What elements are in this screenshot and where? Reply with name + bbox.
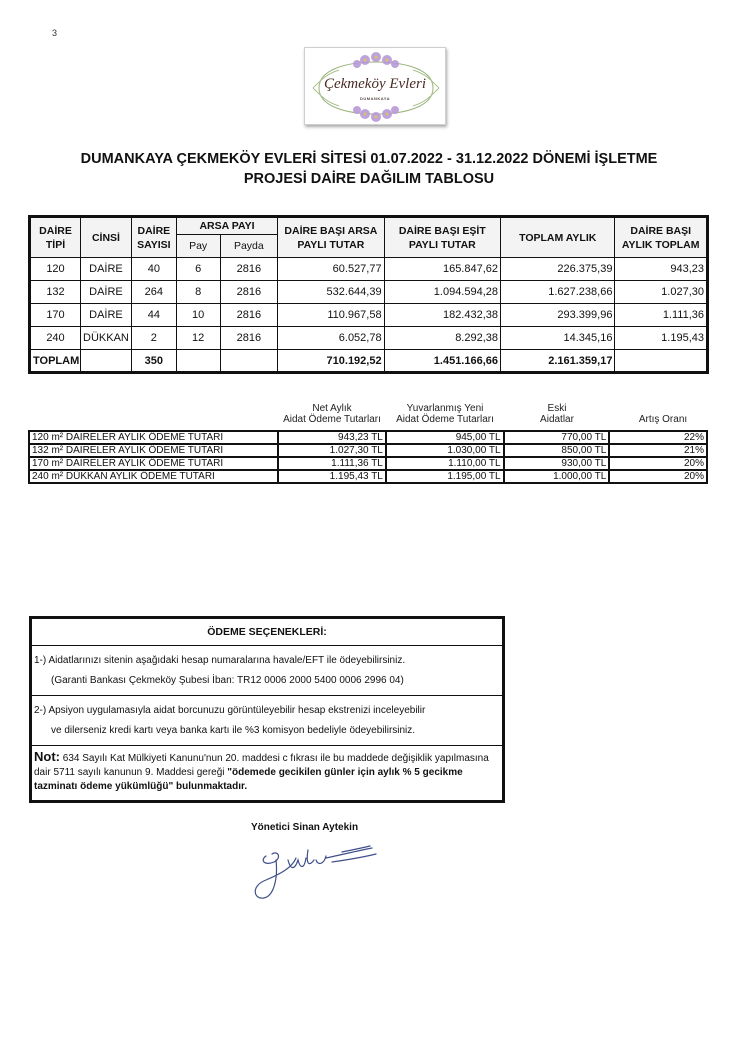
header-toplam-aylik: TOPLAM AYLIK [501,217,615,258]
cell-eski: 770,00 TL [504,431,610,444]
logo [304,47,446,125]
total-row [30,350,708,373]
cell-artis: 20% [609,470,707,483]
table-row [30,304,708,327]
cell-toplam: 1.627.238,66 [501,281,615,304]
cell-artis: 21% [609,444,707,457]
cell-sayi: 40 [131,258,176,281]
cell-arsa: 532.644,39 [278,281,384,304]
option-1-iban: (Garanti Bankası Çekmeköy Şubesi İban: TR12 0006 2000 5400 0006 2996 04) [51,675,404,686]
legal-note [32,746,502,800]
note-text: 634 Sayılı Kat Mülkiyeti Kanunu'nun 20. maddesi c fıkrası ile bu maddede değişiklik yapılmasına dair 5711 sayılı kanunun 9. Maddesi gereği [34,753,489,778]
header-net-aylik [278,403,386,425]
title-line-1: DUMANKAYA ÇEKMEKÖY EVLERİ SİTESİ 01.07.2022 - 31.12.2022 DÖNEMİ İŞLETME [80,151,658,167]
header-arsa-payli-tutar: DAİRE BAŞI ARSA PAYLI TUTAR [278,217,384,258]
header-eski-l2: Aidatlar [540,414,574,425]
header-yuv-l1: Yuvarlanmış Yeni [406,403,484,414]
total-arsa: 710.192,52 [278,350,384,373]
monthly-payment-table [28,430,708,484]
cell-esit: 8.292,38 [384,327,500,350]
table-row [29,431,707,444]
cell-sayi: 264 [131,281,176,304]
option-2-line-1: 2-) Apsiyon uygulamasıyla aidat borcunuzu görüntüleyebilir hesap ekstrenizi inceleyebilir [34,705,426,716]
table-row [29,470,707,483]
signer-name: Yönetici Sinan Aytekin [251,822,359,833]
header-yuvarlanmis [386,403,504,425]
cell-esit: 1.094.594,28 [384,281,500,304]
cell-empty [615,350,708,373]
header-artis-orani: Artış Oranı [638,414,688,425]
cell-empty [220,350,278,373]
page-marker: 3 [52,28,58,38]
cell-pay: 10 [176,304,220,327]
cell-esit: 165.847,62 [384,258,500,281]
cell-yeni: 1.030,00 TL [386,444,504,457]
cell-payda: 2816 [220,304,278,327]
signature-icon [252,838,382,908]
cell-arsa: 60.527,77 [278,258,384,281]
document-title [0,149,738,189]
cell-pay: 12 [176,327,220,350]
header-eski-l1: Eski [547,403,567,414]
cell-tip: 120 [30,258,81,281]
header-net-l1: Net Aylık [312,403,352,414]
payment-option-2 [32,696,502,746]
cell-arsa: 6.052,78 [278,327,384,350]
table-row [29,444,707,457]
cell-net: 1.195,43 TL [278,470,386,483]
cell-cins: DÜKKAN [80,327,131,350]
cell-cins: DAİRE [80,281,131,304]
title-line-2: PROJESİ DAİRE DAĞILIM TABLOSU [243,171,495,187]
cell-net: 943,23 TL [278,431,386,444]
cell-cins: DAİRE [80,304,131,327]
payment-options-box [29,616,505,803]
cell-artis: 20% [609,457,707,470]
cell-yeni: 945,00 TL [386,431,504,444]
cell-payda: 2816 [220,327,278,350]
note-bold: "ödemede gecikilen günler için aylık % 5 gecikme tazminatı ödeme yükümlüğü" [34,767,463,792]
total-toplam: 2.161.359,17 [501,350,615,373]
cell-daire-basi: 943,23 [615,258,708,281]
logo-subtitle: DUMANKAYA [360,96,390,101]
cell-empty [176,350,220,373]
option-2-line-2: ve dilerseniz kredi kartı veya banka kartı ile %3 komisyon bedeliyle ödeyebilirsiniz. [51,725,416,736]
header-net-l2: Aidat Ödeme Tutarları [283,414,381,425]
row-label: 120 m² DAİRELER AYLIK ÖDEME TUTARI [29,431,278,444]
cell-pay: 8 [176,281,220,304]
note-tail: bulunmaktadır. [173,781,248,792]
table-row [30,327,708,350]
cell-payda: 2816 [220,281,278,304]
cell-toplam: 226.375,39 [501,258,615,281]
cell-toplam: 14.345,16 [501,327,615,350]
total-label: TOPLAM [30,350,81,373]
cell-net: 1.111,36 TL [278,457,386,470]
cell-yeni: 1.110,00 TL [386,457,504,470]
table-row [30,281,708,304]
cell-eski: 1.000,00 TL [504,470,610,483]
cell-sayi: 2 [131,327,176,350]
option-1-line-1: 1-) Aidatlarınızı sitenin aşağıdaki hesap numaralarına havale/EFT ile ödeyebilirsiniz. [34,655,406,666]
cell-tip: 170 [30,304,81,327]
payment-option-1 [32,646,502,696]
table-row [30,258,708,281]
logo-title: Çekmeköy Evleri [323,76,427,92]
row-label: 240 m² DÜKKAN AYLIK ÖDEME TUTARI [29,470,278,483]
cell-daire-basi: 1.027,30 [615,281,708,304]
cell-daire-basi: 1.111,36 [615,304,708,327]
header-daire-sayisi: DAİRE SAYISI [131,217,176,258]
cell-sayi: 44 [131,304,176,327]
payment-options-title: ÖDEME SEÇENEKLERİ: [32,619,502,646]
header-daire-basi-aylik-toplam: DAİRE BAŞI AYLIK TOPLAM [615,217,708,258]
header-daire-tipi: DAİRE TİPİ [30,217,81,258]
cell-payda: 2816 [220,258,278,281]
header-pay: Pay [176,235,220,258]
cell-esit: 182.432,38 [384,304,500,327]
cell-tip: 240 [30,327,81,350]
cell-artis: 22% [609,431,707,444]
cell-empty [80,350,131,373]
total-sayi: 350 [131,350,176,373]
row-label: 170 m² DAİRELER AYLIK ÖDEME TUTARI [29,457,278,470]
cell-toplam: 293.399,96 [501,304,615,327]
cell-daire-basi: 1.195,43 [615,327,708,350]
cell-yeni: 1.195,00 TL [386,470,504,483]
header-cinsi: CİNSİ [80,217,131,258]
header-esit-payli-tutar: DAİRE BAŞI EŞİT PAYLI TUTAR [384,217,500,258]
header-payda: Payda [220,235,278,258]
cell-net: 1.027,30 TL [278,444,386,457]
cell-tip: 132 [30,281,81,304]
header-yuv-l2: Aidat Ödeme Tutarları [396,414,494,425]
cell-pay: 6 [176,258,220,281]
cell-cins: DAİRE [80,258,131,281]
table-row [29,457,707,470]
header-arsa-payi: ARSA PAYI [176,217,277,235]
distribution-table [28,215,709,374]
cell-arsa: 110.967,58 [278,304,384,327]
note-label: Not: [34,749,60,764]
total-esit: 1.451.166,66 [384,350,500,373]
header-eski-aidatlar [504,403,610,425]
cell-eski: 930,00 TL [504,457,610,470]
cell-eski: 850,00 TL [504,444,610,457]
row-label: 132 m² DAİRELER AYLIK ÖDEME TUTARI [29,444,278,457]
